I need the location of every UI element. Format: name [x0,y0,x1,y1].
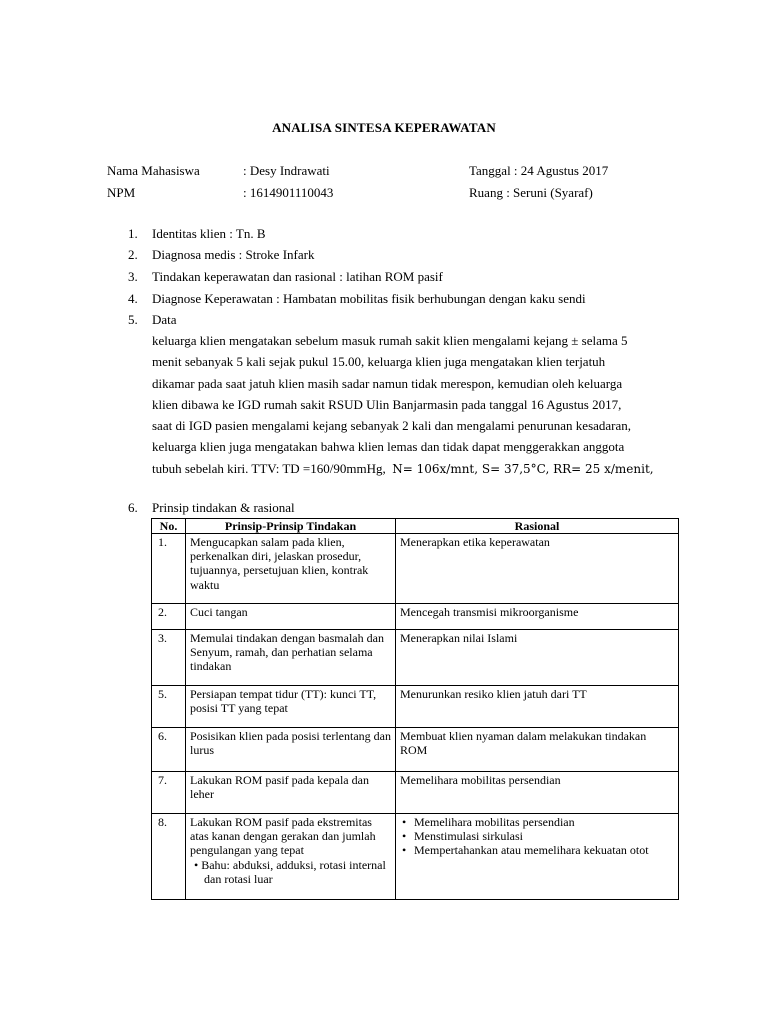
table-row: 1. Mengucapkan salam pada klien, perkenalkan diri, jelaskan prosedur, tujuannya, persetujuan klien, kontrak waktu Menerapkan etika keperawatan [152,534,679,604]
tanggal: Tanggal : 24 Agustus 2017 [469,163,609,178]
list-item: 3. Tindakan keperawatan dan rasional : latihan ROM pasif [128,269,443,284]
page-title: ANALISA SINTESA KEPERAWATAN [272,120,496,135]
table-row: 8. Lakukan ROM pasif pada ekstremitas atas kanan dengan gerakan dan jumlah pengulangan yang tepat • Bahu: abduksi, adduksi, rotasi internal dan rotasi luar • Memelihara mobilitas persendian • Menstimulasi sirkulasi • Mempertahankan atau memelihara kekuatan otot [152,814,679,900]
ruang: Ruang : Seruni (Syaraf) [469,185,593,200]
table-header-row [152,519,679,534]
list-item: 4. Diagnose Keperawatan : Hambatan mobilitas fisik berhubungan dengan kaku sendi [128,291,586,306]
section-6-heading: 6. Prinsip tindakan & rasional [128,500,295,515]
table-row: 3. Memulai tindakan dengan basmalah dan Senyum, ramah, dan perhatian selama tindakan Menerapkan nilai Islami [152,630,679,686]
table-row: 5. Persiapan tempat tidur (TT): kunci TT, posisi TT yang tepat Menurunkan resiko klien jatuh dari TT [152,686,679,728]
col-header-tindakan: Prinsip-Prinsip Tindakan [186,519,396,534]
rasional-bullet-list [400,815,674,858]
list-item: 1. Identitas klien : Tn. B [128,226,266,241]
list-item: • Menstimulasi sirkulasi [400,829,674,843]
table-row: 7. Lakukan ROM pasif pada kepala dan leher Memelihara mobilitas persendian [152,772,679,814]
npm-label: NPM [107,185,136,200]
vital-signs: N= 106x/mnt, S= 37,5°C, RR= 25 x/menit, [392,461,654,476]
nama-mahasiswa-value: : Desy Indrawati [243,163,330,178]
list-item: • Memelihara mobilitas persendian [400,815,674,829]
list-item: 2. Diagnosa medis : Stroke Infark [128,247,315,262]
list-item: • Mempertahankan atau memelihara kekuatan otot [400,843,674,857]
prinsip-table [151,518,679,900]
list-item: 5. Data [128,312,177,327]
col-header-no: No. [152,519,186,534]
table-row: 6. Posisikan klien pada posisi terlentang dan lurus Membuat klien nyaman dalam melakukan tindakan ROM [152,728,679,772]
col-header-rasional: Rasional [396,519,679,534]
table-row: 2. Cuci tangan Mencegah transmisi mikroorganisme [152,604,679,630]
nama-mahasiswa-label: Nama Mahasiswa [107,163,200,178]
data-paragraph: keluarga klien mengatakan sebelum masuk rumah sakit klien mengalami kejang ± selama 5 menit sebanyak 5 kali sejak pukul 15.00, keluarga klien juga mengatakan klien terjatuh dikamar pada saat jatuh klien masih sadar namun tidak merespon, kemudian oleh keluarga klien dibawa ke IGD rumah sakit RSUD Ulin Banjarmasin pada tanggal 16 Agustus 2017, saat di IGD pasien mengalami kejang sebanyak 2 kali dan mengalami penurunan kesadaran, keluarga klien juga mengatakan bahwa klien lemas dan tidak dapat menggerakkan anggota tubuh sebelah kiri. TTV: TD =160/90mmHg, N= 106x/mnt, S= 37,5°C, RR= 25 x/menit, [152,333,654,476]
npm-value: : 1614901110043 [243,185,334,200]
